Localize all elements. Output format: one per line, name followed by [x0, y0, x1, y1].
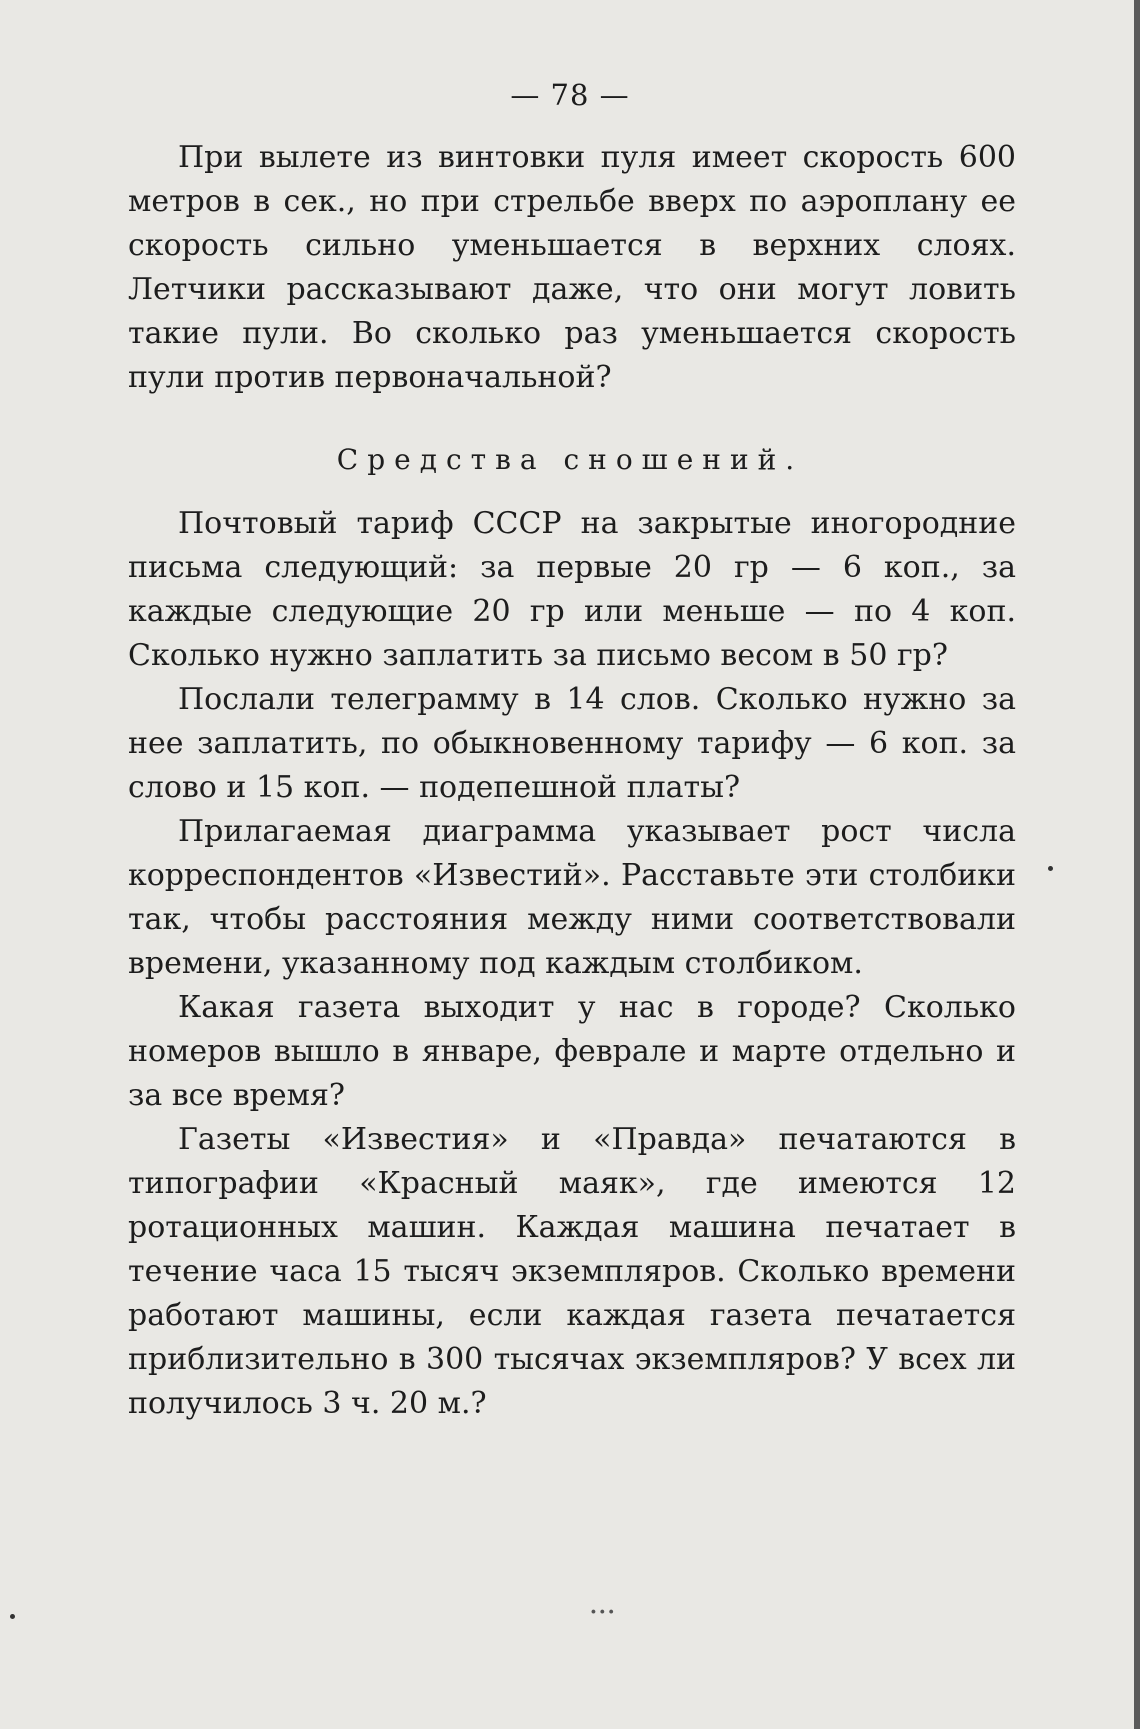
page-edge-shadow: [1134, 0, 1140, 1729]
paragraph-telegram: Послали телеграмму в 14 слов. Сколько нужно за нее заплатить, по обыкновенному тарифу — 6 коп. за слово и 15 коп. — подепешной платы?: [128, 682, 1016, 805]
section-heading: Средства сношений.: [336, 443, 804, 476]
intro-paragraph: При вылете из винтовки пуля имеет скорость 600 метров в сек., но при стрельбе вверх по аэроплану ее скорость сильно уменьшается в верхних слоях. Летчики рассказывают даже, что они могут ловить такие пули. Во сколько раз уменьшается скорость пули против первоначальной?: [128, 140, 1016, 395]
paragraph-diagram: Прилагаемая диаграмма указывает рост числа корреспондентов «Известий». Расставьте эти столбики так, чтобы расстояния между ними соответствовали времени, указанному под каждым столбиком.: [128, 814, 1016, 981]
ink-speck: [10, 1614, 15, 1619]
paragraph-local-newspaper: Какая газета выходит у нас в городе? Сколько номеров вышло в январе, феврале и марте отдельно и за все время?: [128, 990, 1016, 1113]
ink-speck: [1048, 866, 1053, 871]
section-text-block: [128, 502, 1016, 1426]
paragraph-printing-machines: Газеты «Известия» и «Правда» печатаются в типографии «Красный маяк», где имеются 12 ротационных машин. Каждая машина печатает в течение часа 15 тысяч экземпляров. Сколько времени работают машины, если каждая газета печатается приблизительно в 300 тысячах экземпляров? У всех ли получилось 3 ч. 20 м.?: [128, 1122, 1016, 1421]
print-mark-decoration: ∙∙∙: [590, 1604, 617, 1620]
paragraph-postal-tariff: Почтовый тариф СССР на закрытые иногородние письма следующий: за первые 20 гр — 6 коп., за каждые следующие 20 гр или меньше — по 4 коп. Сколько нужно заплатить за письмо весом в 50 гр?: [128, 506, 1016, 673]
intro-text-block: [128, 136, 1016, 400]
page-number: — 78 —: [510, 78, 630, 112]
